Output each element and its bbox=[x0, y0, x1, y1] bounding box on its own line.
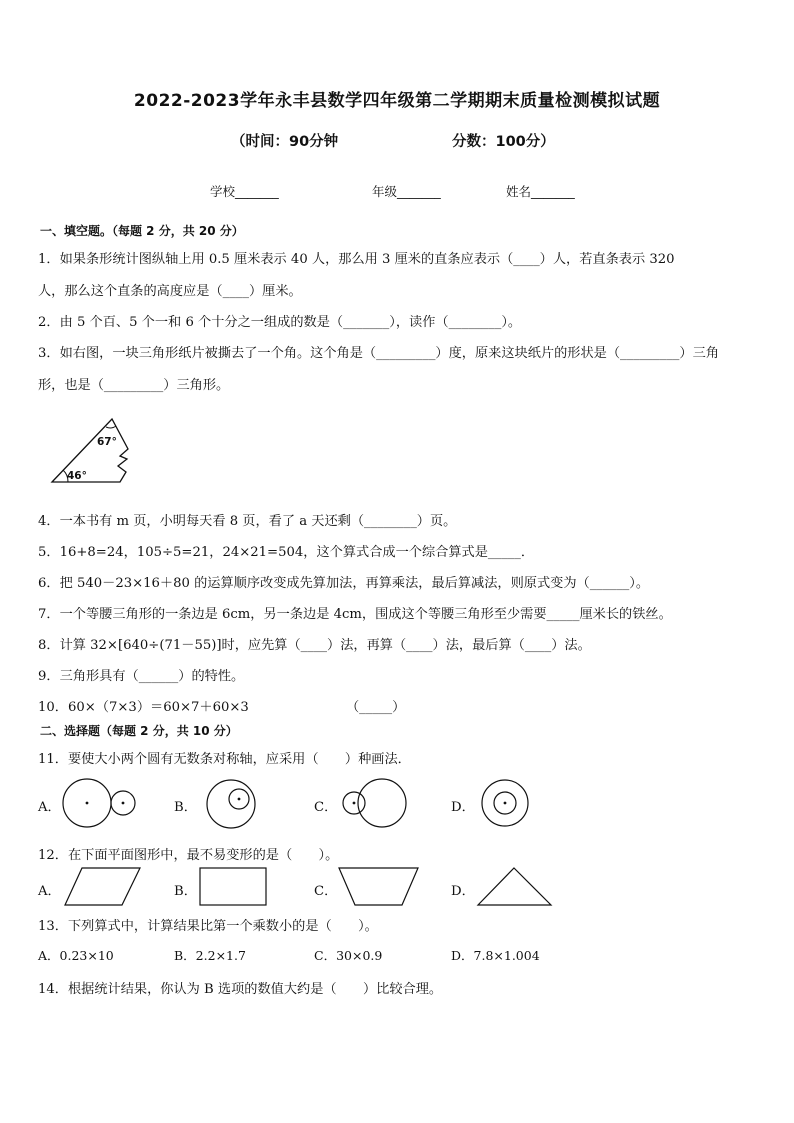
grade-field: 年级_______ bbox=[372, 184, 441, 199]
q11-option-a-circles bbox=[62, 778, 142, 830]
q13-option-a: A．0.23×10 bbox=[38, 948, 114, 963]
question-11: 11．要使大小两个圆有无数条对称轴，应采用（ ）种画法． bbox=[38, 752, 411, 767]
rectangle-shape bbox=[199, 867, 269, 907]
q11-option-a-label: A． bbox=[38, 800, 61, 815]
q12-option-a-label: A． bbox=[38, 884, 61, 899]
trapezoid-shape bbox=[338, 867, 420, 907]
name-field: 姓名_______ bbox=[506, 184, 575, 199]
question-10-blank: （_____） bbox=[346, 700, 406, 715]
question-3-line-1: 3．如右图，一块三角形纸片被撕去了一个角。这个角是（_________）度，原来这块纸片的形状是（_________）三角 bbox=[38, 346, 719, 361]
section-choice-heading: 二、选择题（每题 2 分，共 10 分） bbox=[40, 724, 238, 738]
q11-option-b-circles bbox=[205, 778, 257, 830]
q11-option-d-circles bbox=[480, 778, 532, 830]
question-5: 5．16+8=24，105÷5=21，24×21=504，这个算式合成一个综合算式是_____． bbox=[38, 545, 535, 560]
question-4: 4．一本书有 m 页，小明每天看 8 页，看了 a 天还剩（________）页。 bbox=[38, 514, 457, 529]
question-13: 13．下列算式中，计算结果比第一个乘数小的是（ ）。 bbox=[38, 919, 378, 934]
parallelogram-shape bbox=[64, 867, 142, 907]
q11-option-c-circles bbox=[340, 778, 410, 830]
q11-option-d-label: D． bbox=[451, 800, 475, 815]
exam-score: 分数：100分） bbox=[452, 134, 555, 150]
question-9: 9．三角形具有（______）的特性。 bbox=[38, 669, 245, 684]
page-title: 2022-2023学年永丰县数学四年级第二学期期末质量检测模拟试题 bbox=[133, 91, 661, 111]
angle-67-label: 67° bbox=[97, 436, 117, 448]
question-12: 12．在下面平面图形中，最不易变形的是（ ）。 bbox=[38, 848, 339, 863]
torn-triangle-figure bbox=[50, 415, 135, 487]
angle-46-label: 46° bbox=[67, 470, 87, 482]
question-6: 6．把 540－23×16＋80 的运算顺序改变成先算加法，再算乘法，最后算减法，则原式变为（______）。 bbox=[38, 576, 650, 591]
question-14: 14．根据统计结果，你认为 B 选项的数值大约是（ ）比较合理。 bbox=[38, 982, 443, 997]
q12-option-d-label: D． bbox=[451, 884, 475, 899]
q13-option-c: C．30×0.9 bbox=[314, 948, 383, 963]
q13-option-b: B．2.2×1.7 bbox=[174, 948, 246, 963]
question-1-line-1: 1．如果条形统计图纵轴上用 0.5 厘米表示 40 人，那么用 3 厘米的直条应表示（____）人，若直条表示 320 bbox=[38, 252, 675, 267]
section-fill-in-heading: 一、填空题。（每题 2 分，共 20 分） bbox=[40, 224, 244, 238]
exam-time: （时间：90分钟 bbox=[231, 134, 339, 150]
school-field: 学校_______ bbox=[210, 184, 279, 199]
question-2: 2．由 5 个百、5 个一和 6 个十分之一组成的数是（_______），读作（________）。 bbox=[38, 315, 522, 330]
question-3-line-2: 形，也是（_________）三角形。 bbox=[38, 378, 230, 393]
q11-option-b-label: B． bbox=[174, 800, 197, 815]
q13-option-d: D．7.8×1.004 bbox=[451, 948, 540, 963]
q11-option-c-label: C． bbox=[314, 800, 338, 815]
question-7: 7．一个等腰三角形的一条边是 6cm，另一条边是 4cm，围成这个等腰三角形至少需要_____厘米长的铁丝。 bbox=[38, 607, 672, 622]
q12-option-c-label: C． bbox=[314, 884, 338, 899]
triangle-shape bbox=[477, 867, 553, 907]
q12-option-b-label: B． bbox=[174, 884, 197, 899]
question-10: 10．60×（7×3）＝60×7＋60×3 bbox=[38, 700, 249, 715]
question-1-line-2: 人，那么这个直条的高度应是（____）厘米。 bbox=[38, 284, 302, 299]
question-8: 8．计算 32×[640÷(71－55)]时，应先算（____）法，再算（____）法，最后算（____）法。 bbox=[38, 638, 591, 653]
